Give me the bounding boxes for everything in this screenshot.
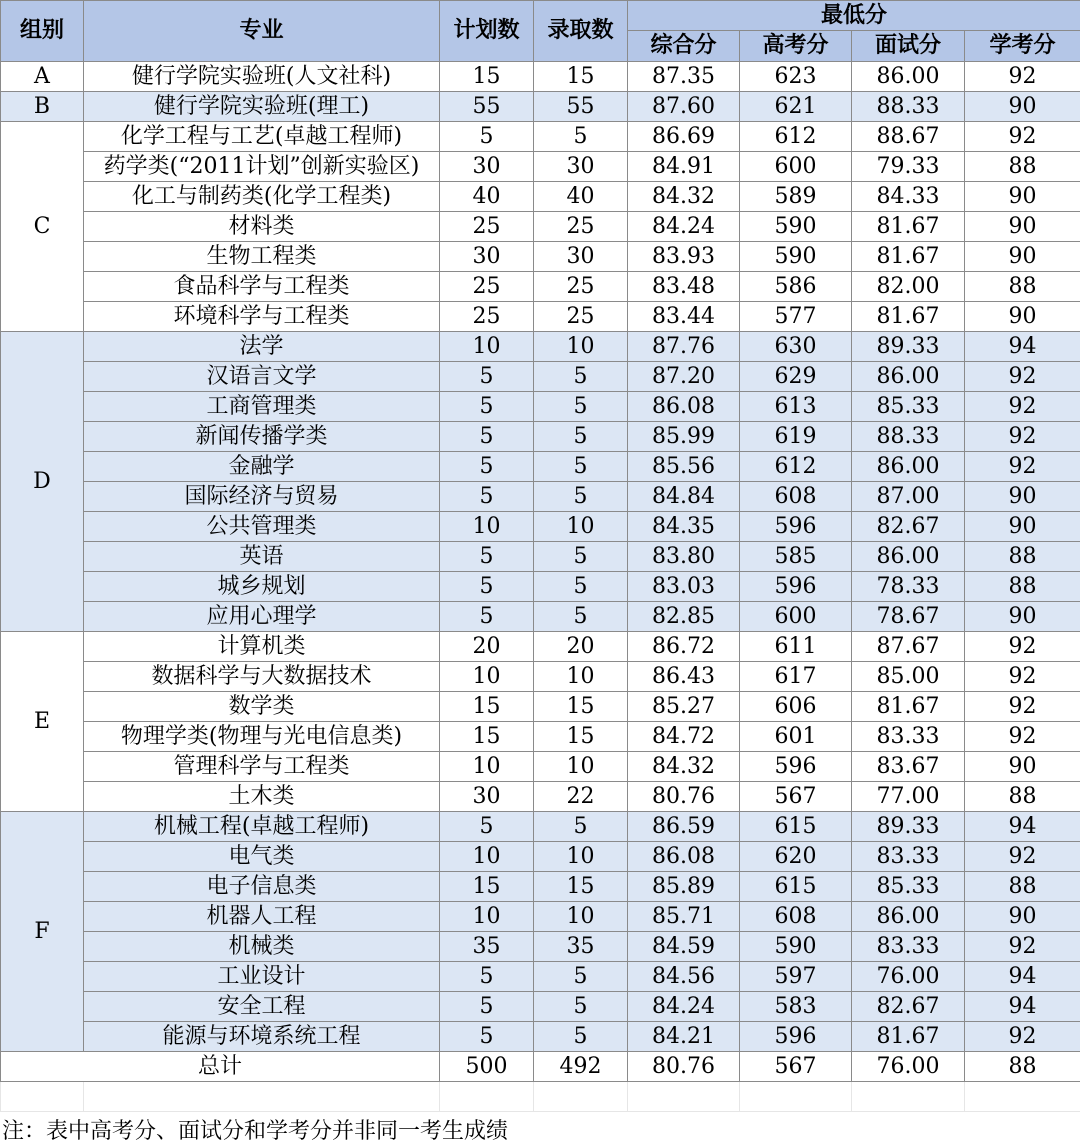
composite-cell: 80.76	[628, 782, 740, 812]
gaokao-cell: 608	[740, 482, 852, 512]
composite-cell: 83.93	[628, 242, 740, 272]
table-row	[1, 272, 1080, 302]
table-row	[1, 842, 1080, 872]
plan-cell: 5	[440, 572, 534, 602]
interview-cell: 83.67	[852, 752, 965, 782]
empty-cell	[1, 1082, 84, 1112]
major-cell: 化工与制药类(化学工程类)	[84, 182, 440, 212]
gaokao-cell: 630	[740, 332, 852, 362]
admit-cell: 30	[534, 152, 628, 182]
admit-cell: 5	[534, 122, 628, 152]
admit-cell: 5	[534, 992, 628, 1022]
empty-cell	[852, 1082, 965, 1112]
major-cell: 药学类(“2011计划”创新实验区)	[84, 152, 440, 182]
major-cell: 健行学院实验班(人文社科)	[84, 62, 440, 92]
plan-cell: 5	[440, 482, 534, 512]
major-cell: 数学类	[84, 692, 440, 722]
major-cell: 金融学	[84, 452, 440, 482]
gaokao-cell: 612	[740, 452, 852, 482]
plan-cell: 15	[440, 62, 534, 92]
group-cell: E	[1, 632, 84, 812]
composite-cell: 86.08	[628, 842, 740, 872]
interview-cell: 83.33	[852, 932, 965, 962]
gaokao-cell: 590	[740, 212, 852, 242]
total-xuekao-cell: 88	[965, 1052, 1080, 1082]
interview-cell: 77.00	[852, 782, 965, 812]
major-cell: 电气类	[84, 842, 440, 872]
table-row	[1, 632, 1080, 662]
admit-cell: 10	[534, 662, 628, 692]
xuekao-cell: 92	[965, 362, 1080, 392]
admit-cell: 5	[534, 1022, 628, 1052]
major-cell: 法学	[84, 332, 440, 362]
composite-cell: 84.32	[628, 182, 740, 212]
plan-cell: 5	[440, 122, 534, 152]
table-row	[1, 122, 1080, 152]
group-cell: A	[1, 62, 84, 92]
table-row	[1, 602, 1080, 632]
table-row	[1, 812, 1080, 842]
total-admit-cell: 492	[534, 1052, 628, 1082]
header-composite: 综合分	[628, 31, 740, 62]
major-cell: 食品科学与工程类	[84, 272, 440, 302]
admit-cell: 10	[534, 752, 628, 782]
plan-cell: 55	[440, 92, 534, 122]
table-row	[1, 392, 1080, 422]
gaokao-cell: 601	[740, 722, 852, 752]
xuekao-cell: 92	[965, 722, 1080, 752]
plan-cell: 10	[440, 512, 534, 542]
gaokao-cell: 620	[740, 842, 852, 872]
interview-cell: 81.67	[852, 1022, 965, 1052]
interview-cell: 88.33	[852, 92, 965, 122]
admit-cell: 25	[534, 302, 628, 332]
xuekao-cell: 94	[965, 992, 1080, 1022]
admit-cell: 25	[534, 272, 628, 302]
composite-cell: 84.91	[628, 152, 740, 182]
interview-cell: 82.67	[852, 512, 965, 542]
plan-cell: 5	[440, 392, 534, 422]
admit-cell: 15	[534, 872, 628, 902]
header-interview: 面试分	[852, 31, 965, 62]
admit-cell: 22	[534, 782, 628, 812]
composite-cell: 83.80	[628, 542, 740, 572]
xuekao-cell: 92	[965, 842, 1080, 872]
interview-cell: 84.33	[852, 182, 965, 212]
header-min-score: 最低分	[628, 1, 1080, 31]
interview-cell: 83.33	[852, 722, 965, 752]
table-row	[1, 302, 1080, 332]
table-row	[1, 692, 1080, 722]
major-cell: 新闻传播学类	[84, 422, 440, 452]
xuekao-cell: 90	[965, 212, 1080, 242]
interview-cell: 85.33	[852, 872, 965, 902]
xuekao-cell: 92	[965, 452, 1080, 482]
admit-cell: 5	[534, 572, 628, 602]
composite-cell: 83.48	[628, 272, 740, 302]
xuekao-cell: 94	[965, 812, 1080, 842]
composite-cell: 86.59	[628, 812, 740, 842]
xuekao-cell: 90	[965, 482, 1080, 512]
major-cell: 数据科学与大数据技术	[84, 662, 440, 692]
major-cell: 机械类	[84, 932, 440, 962]
total-gaokao-cell: 567	[740, 1052, 852, 1082]
interview-cell: 86.00	[852, 62, 965, 92]
admit-cell: 40	[534, 182, 628, 212]
xuekao-cell: 92	[965, 662, 1080, 692]
major-cell: 化学工程与工艺(卓越工程师)	[84, 122, 440, 152]
composite-cell: 87.35	[628, 62, 740, 92]
plan-cell: 35	[440, 932, 534, 962]
plan-cell: 25	[440, 302, 534, 332]
header-plan: 计划数	[440, 1, 534, 62]
table-row	[1, 662, 1080, 692]
interview-cell: 86.00	[852, 362, 965, 392]
admit-cell: 35	[534, 932, 628, 962]
empty-cell	[965, 1082, 1080, 1112]
composite-cell: 84.24	[628, 992, 740, 1022]
header-gaokao: 高考分	[740, 31, 852, 62]
admit-cell: 5	[534, 602, 628, 632]
interview-cell: 81.67	[852, 692, 965, 722]
plan-cell: 30	[440, 242, 534, 272]
interview-cell: 85.00	[852, 662, 965, 692]
table-row	[1, 542, 1080, 572]
composite-cell: 85.27	[628, 692, 740, 722]
gaokao-cell: 585	[740, 542, 852, 572]
composite-cell: 87.76	[628, 332, 740, 362]
header-admit: 录取数	[534, 1, 628, 62]
interview-cell: 81.67	[852, 242, 965, 272]
xuekao-cell: 90	[965, 752, 1080, 782]
xuekao-cell: 90	[965, 182, 1080, 212]
interview-cell: 78.33	[852, 572, 965, 602]
table-row	[1, 92, 1080, 122]
table-row	[1, 62, 1080, 92]
interview-cell: 86.00	[852, 902, 965, 932]
table-body	[1, 62, 1080, 1112]
table-row	[1, 722, 1080, 752]
plan-cell: 15	[440, 872, 534, 902]
plan-cell: 5	[440, 422, 534, 452]
admit-cell: 15	[534, 62, 628, 92]
xuekao-cell: 92	[965, 392, 1080, 422]
composite-cell: 84.35	[628, 512, 740, 542]
interview-cell: 85.33	[852, 392, 965, 422]
xuekao-cell: 88	[965, 782, 1080, 812]
header-group: 组别	[1, 1, 84, 62]
major-cell: 物理学类(物理与光电信息类)	[84, 722, 440, 752]
xuekao-cell: 88	[965, 572, 1080, 602]
composite-cell: 86.08	[628, 392, 740, 422]
xuekao-cell: 92	[965, 62, 1080, 92]
table-row	[1, 152, 1080, 182]
gaokao-cell: 589	[740, 182, 852, 212]
major-cell: 健行学院实验班(理工)	[84, 92, 440, 122]
gaokao-cell: 596	[740, 512, 852, 542]
total-row	[1, 1052, 1080, 1082]
gaokao-cell: 629	[740, 362, 852, 392]
table-row	[1, 482, 1080, 512]
plan-cell: 5	[440, 812, 534, 842]
gaokao-cell: 623	[740, 62, 852, 92]
major-cell: 环境科学与工程类	[84, 302, 440, 332]
plan-cell: 10	[440, 842, 534, 872]
interview-cell: 88.67	[852, 122, 965, 152]
gaokao-cell: 583	[740, 992, 852, 1022]
table-row	[1, 182, 1080, 212]
xuekao-cell: 88	[965, 872, 1080, 902]
plan-cell: 5	[440, 362, 534, 392]
plan-cell: 10	[440, 332, 534, 362]
gaokao-cell: 615	[740, 812, 852, 842]
admit-cell: 10	[534, 332, 628, 362]
table-row	[1, 212, 1080, 242]
plan-cell: 10	[440, 902, 534, 932]
plan-cell: 5	[440, 1022, 534, 1052]
gaokao-cell: 567	[740, 782, 852, 812]
interview-cell: 76.00	[852, 962, 965, 992]
table-row	[1, 332, 1080, 362]
empty-cell	[628, 1082, 740, 1112]
gaokao-cell: 615	[740, 872, 852, 902]
admit-cell: 55	[534, 92, 628, 122]
composite-cell: 83.03	[628, 572, 740, 602]
group-cell: F	[1, 812, 84, 1052]
composite-cell: 86.72	[628, 632, 740, 662]
plan-cell: 15	[440, 722, 534, 752]
footnote: 注：表中高考分、面试分和学考分并非同一考生成绩	[2, 1114, 508, 1145]
composite-cell: 85.71	[628, 902, 740, 932]
interview-cell: 86.00	[852, 452, 965, 482]
plan-cell: 10	[440, 662, 534, 692]
group-cell: D	[1, 332, 84, 632]
xuekao-cell: 90	[965, 602, 1080, 632]
table-row	[1, 1022, 1080, 1052]
major-cell: 管理科学与工程类	[84, 752, 440, 782]
admit-cell: 5	[534, 812, 628, 842]
plan-cell: 30	[440, 782, 534, 812]
plan-cell: 10	[440, 752, 534, 782]
major-cell: 计算机类	[84, 632, 440, 662]
composite-cell: 85.56	[628, 452, 740, 482]
xuekao-cell: 92	[965, 692, 1080, 722]
major-cell: 土木类	[84, 782, 440, 812]
gaokao-cell: 617	[740, 662, 852, 692]
major-cell: 国际经济与贸易	[84, 482, 440, 512]
xuekao-cell: 92	[965, 1022, 1080, 1052]
composite-cell: 85.89	[628, 872, 740, 902]
gaokao-cell: 606	[740, 692, 852, 722]
empty-cell	[740, 1082, 852, 1112]
plan-cell: 30	[440, 152, 534, 182]
interview-cell: 86.00	[852, 542, 965, 572]
xuekao-cell: 88	[965, 272, 1080, 302]
admit-cell: 20	[534, 632, 628, 662]
table-row	[1, 752, 1080, 782]
gaokao-cell: 608	[740, 902, 852, 932]
major-cell: 公共管理类	[84, 512, 440, 542]
plan-cell: 5	[440, 992, 534, 1022]
interview-cell: 89.33	[852, 332, 965, 362]
xuekao-cell: 92	[965, 932, 1080, 962]
major-cell: 汉语言文学	[84, 362, 440, 392]
total-composite-cell: 80.76	[628, 1052, 740, 1082]
table-row	[1, 962, 1080, 992]
gaokao-cell: 596	[740, 1022, 852, 1052]
gaokao-cell: 600	[740, 152, 852, 182]
major-cell: 材料类	[84, 212, 440, 242]
gaokao-cell: 612	[740, 122, 852, 152]
table-row	[1, 992, 1080, 1022]
major-cell: 机械工程(卓越工程师)	[84, 812, 440, 842]
gaokao-cell: 619	[740, 422, 852, 452]
table-row	[1, 422, 1080, 452]
plan-cell: 5	[440, 542, 534, 572]
xuekao-cell: 92	[965, 422, 1080, 452]
xuekao-cell: 90	[965, 902, 1080, 932]
major-cell: 电子信息类	[84, 872, 440, 902]
interview-cell: 82.00	[852, 272, 965, 302]
table-row	[1, 782, 1080, 812]
gaokao-cell: 596	[740, 752, 852, 782]
gaokao-cell: 577	[740, 302, 852, 332]
admit-cell: 30	[534, 242, 628, 272]
table-row	[1, 242, 1080, 272]
interview-cell: 87.00	[852, 482, 965, 512]
major-cell: 生物工程类	[84, 242, 440, 272]
xuekao-cell: 88	[965, 542, 1080, 572]
admit-cell: 5	[534, 452, 628, 482]
composite-cell: 84.59	[628, 932, 740, 962]
xuekao-cell: 92	[965, 122, 1080, 152]
table-row	[1, 572, 1080, 602]
xuekao-cell: 90	[965, 92, 1080, 122]
table-row	[1, 902, 1080, 932]
composite-cell: 85.99	[628, 422, 740, 452]
interview-cell: 81.67	[852, 302, 965, 332]
major-cell: 安全工程	[84, 992, 440, 1022]
interview-cell: 78.67	[852, 602, 965, 632]
interview-cell: 88.33	[852, 422, 965, 452]
empty-cell	[534, 1082, 628, 1112]
admit-cell: 15	[534, 722, 628, 752]
admit-cell: 5	[534, 392, 628, 422]
plan-cell: 5	[440, 962, 534, 992]
admit-cell: 5	[534, 962, 628, 992]
table-row	[1, 362, 1080, 392]
table-row	[1, 512, 1080, 542]
composite-cell: 87.20	[628, 362, 740, 392]
gaokao-cell: 621	[740, 92, 852, 122]
total-interview-cell: 76.00	[852, 1052, 965, 1082]
xuekao-cell: 88	[965, 152, 1080, 182]
interview-cell: 81.67	[852, 212, 965, 242]
admit-cell: 25	[534, 212, 628, 242]
spacer-row	[1, 1082, 1080, 1112]
xuekao-cell: 90	[965, 242, 1080, 272]
major-cell: 机器人工程	[84, 902, 440, 932]
plan-cell: 5	[440, 602, 534, 632]
gaokao-cell: 586	[740, 272, 852, 302]
table-row	[1, 452, 1080, 482]
header-major: 专业	[84, 1, 440, 62]
admit-cell: 15	[534, 692, 628, 722]
table-row	[1, 932, 1080, 962]
total-plan-cell: 500	[440, 1052, 534, 1082]
group-cell: B	[1, 92, 84, 122]
gaokao-cell: 590	[740, 242, 852, 272]
gaokao-cell: 613	[740, 392, 852, 422]
admit-cell: 10	[534, 512, 628, 542]
gaokao-cell: 600	[740, 602, 852, 632]
composite-cell: 84.24	[628, 212, 740, 242]
interview-cell: 89.33	[852, 812, 965, 842]
plan-cell: 20	[440, 632, 534, 662]
empty-cell	[84, 1082, 440, 1112]
composite-cell: 84.21	[628, 1022, 740, 1052]
major-cell: 工商管理类	[84, 392, 440, 422]
admit-cell: 5	[534, 542, 628, 572]
composite-cell: 84.32	[628, 752, 740, 782]
group-cell: C	[1, 122, 84, 332]
admit-cell: 5	[534, 422, 628, 452]
plan-cell: 25	[440, 272, 534, 302]
admit-cell: 5	[534, 362, 628, 392]
total-label: 总计	[1, 1052, 440, 1082]
interview-cell: 83.33	[852, 842, 965, 872]
major-cell: 城乡规划	[84, 572, 440, 602]
composite-cell: 84.72	[628, 722, 740, 752]
composite-cell: 86.69	[628, 122, 740, 152]
composite-cell: 87.60	[628, 92, 740, 122]
xuekao-cell: 94	[965, 332, 1080, 362]
composite-cell: 86.43	[628, 662, 740, 692]
xuekao-cell: 92	[965, 632, 1080, 662]
interview-cell: 87.67	[852, 632, 965, 662]
plan-cell: 15	[440, 692, 534, 722]
xuekao-cell: 90	[965, 302, 1080, 332]
xuekao-cell: 90	[965, 512, 1080, 542]
xuekao-cell: 94	[965, 962, 1080, 992]
gaokao-cell: 596	[740, 572, 852, 602]
major-cell: 工业设计	[84, 962, 440, 992]
major-cell: 英语	[84, 542, 440, 572]
plan-cell: 40	[440, 182, 534, 212]
composite-cell: 83.44	[628, 302, 740, 332]
plan-cell: 25	[440, 212, 534, 242]
interview-cell: 79.33	[852, 152, 965, 182]
major-cell: 应用心理学	[84, 602, 440, 632]
admit-cell: 5	[534, 482, 628, 512]
composite-cell: 84.56	[628, 962, 740, 992]
interview-cell: 82.67	[852, 992, 965, 1022]
table-row	[1, 872, 1080, 902]
header-xuekao: 学考分	[965, 31, 1080, 62]
composite-cell: 82.85	[628, 602, 740, 632]
composite-cell: 84.84	[628, 482, 740, 512]
gaokao-cell: 590	[740, 932, 852, 962]
major-cell: 能源与环境系统工程	[84, 1022, 440, 1052]
admit-cell: 10	[534, 902, 628, 932]
gaokao-cell: 611	[740, 632, 852, 662]
empty-cell	[440, 1082, 534, 1112]
plan-cell: 5	[440, 452, 534, 482]
gaokao-cell: 597	[740, 962, 852, 992]
admit-cell: 10	[534, 842, 628, 872]
